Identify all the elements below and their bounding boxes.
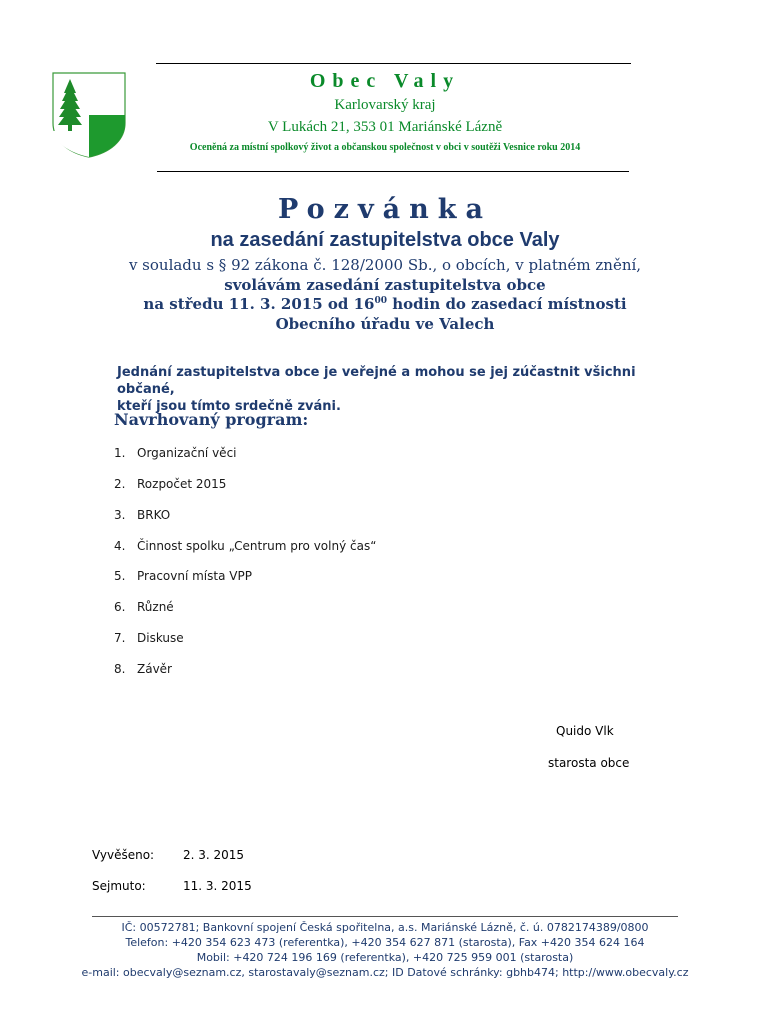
posted-label: Vyvěšeno: <box>92 848 155 862</box>
agenda-label: Závěr <box>137 662 172 676</box>
agenda-label: Organizační věci <box>137 446 237 460</box>
agenda-item <box>114 446 237 460</box>
agenda-label: BRKO <box>137 508 171 522</box>
intro-line-2: kteří jsou tímto srdečně zváni. <box>117 399 341 414</box>
agenda-label: Činnost spolku „Centrum pro volný čas“ <box>137 539 377 553</box>
agenda-number: 5. <box>114 569 126 583</box>
removed-label: Sejmuto: <box>92 879 146 893</box>
meeting-date <box>0 295 770 313</box>
region: Karlovarský kraj <box>334 97 436 113</box>
invitation-title: Pozvánka <box>278 194 492 225</box>
public-meeting-note <box>117 364 687 415</box>
agenda-label: Různé <box>137 600 174 614</box>
agenda-item <box>114 539 376 553</box>
invitation-subtitle: na zasedání zastupitelstva obce Valy <box>210 229 560 251</box>
agenda-number: 2. <box>114 477 126 491</box>
footer-rule <box>92 916 678 917</box>
agenda-label: Rozpočet 2015 <box>137 477 227 491</box>
footer-company-info: IČ: 00572781; Bankovní spojení Česká spořitelna, a.s. Mariánské Lázně, č. ú. 0782174389/0800 <box>121 921 649 934</box>
meeting-date-text: na středu 11. 3. 2015 od 16 <box>143 295 375 313</box>
footer-contacts: e-mail: obecvaly@seznam.cz, starostavaly@seznam.cz; ID Datové schránky: gbhb474; http://www.obecvaly.cz <box>81 966 689 979</box>
program-heading: Navrhovaný program: <box>114 410 309 429</box>
legal-basis: v souladu s § 92 zákona č. 128/2000 Sb., o obcích, v platném znění, <box>128 256 642 274</box>
top-rule <box>156 63 631 64</box>
agenda-item <box>114 600 174 614</box>
removed-date: 11. 3. 2015 <box>183 879 252 893</box>
meeting-place-text: hodin do zasedací místnosti <box>387 295 627 313</box>
address: V Lukách 21, 353 01 Mariánské Lázně <box>267 119 503 135</box>
agenda-number: 4. <box>114 539 126 553</box>
meeting-time-minutes: 00 <box>374 296 387 306</box>
intro-line-1: Jednání zastupitelstva obce je veřejné a mohou se jej zúčastnit všichni občané, <box>117 365 636 397</box>
agenda-item <box>114 631 184 645</box>
meeting-venue: Obecního úřadu ve Valech <box>275 315 495 333</box>
agenda-number: 6. <box>114 600 126 614</box>
footer-mobile: Mobil: +420 724 196 169 (referentka), +420 725 959 001 (starosta) <box>196 951 574 964</box>
agenda-label: Diskuse <box>137 631 184 645</box>
agenda-number: 3. <box>114 508 126 522</box>
footer-phone: Telefon: +420 354 623 473 (referentka), +420 354 627 871 (starosta), Fax +420 354 624 164 <box>125 936 645 949</box>
agenda-item <box>114 508 170 522</box>
award-note: Oceněná za místní spolkový život a občanskou společnost v obci v soutěži Vesnice roku 2014 <box>189 142 581 153</box>
posted-date: 2. 3. 2015 <box>183 848 245 862</box>
agenda-number: 8. <box>114 662 126 676</box>
agenda-item <box>114 662 172 676</box>
agenda-item <box>114 569 252 583</box>
convening-line: svolávám zasedání zastupitelstva obce <box>224 276 546 294</box>
agenda-item <box>114 477 226 491</box>
signer-role: starosta obce <box>548 756 630 770</box>
agenda-number: 7. <box>114 631 126 645</box>
signer-name: Quido Vlk <box>556 724 614 738</box>
header-rule <box>157 171 629 172</box>
agenda-label: Pracovní místa VPP <box>137 569 252 583</box>
municipality-name: Obec Valy <box>309 70 461 92</box>
agenda-number: 1. <box>114 446 126 460</box>
